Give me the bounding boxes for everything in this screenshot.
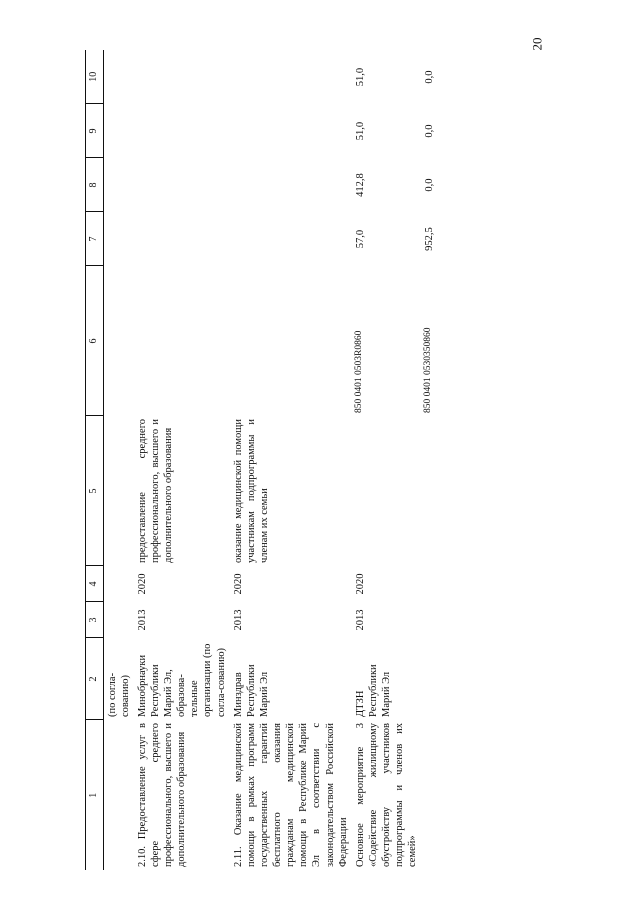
cell-value-9: 0,0 bbox=[424, 124, 436, 138]
cell-value-10 bbox=[103, 50, 134, 104]
cell-value-7: 57,0 bbox=[354, 229, 366, 249]
rotated-table-container bbox=[85, 50, 535, 870]
cell-start-year: 2013 bbox=[136, 609, 148, 631]
cell-measure: 2.10. Предоставление услуг в сфере среднего профессионального, высшего и дополнительного образования bbox=[136, 723, 188, 867]
cell-result: оказание медицинской помощи участникам подпрограммы и членам их семьи bbox=[232, 419, 270, 563]
page-number: 20 bbox=[529, 37, 545, 51]
cell-end-year bbox=[421, 566, 438, 602]
col-header-10: 10 bbox=[86, 50, 104, 104]
cell-value-9 bbox=[230, 104, 352, 158]
cell-value-7 bbox=[230, 212, 352, 266]
cell-end-year bbox=[103, 566, 134, 602]
cell-value-8 bbox=[134, 158, 230, 212]
cell-code: 850 0401 0503R0860 bbox=[353, 330, 364, 413]
table-row bbox=[352, 50, 422, 870]
cell-result bbox=[103, 416, 134, 566]
cell-value-7 bbox=[103, 212, 134, 266]
cell-executor: (по согла-сованию) bbox=[106, 672, 131, 717]
cell-value-8 bbox=[230, 158, 352, 212]
col-header-2: 2 bbox=[86, 638, 104, 720]
cell-value-9 bbox=[103, 104, 134, 158]
cell-result: предоставление среднего профессионального, высшего и дополнительного образования bbox=[136, 419, 174, 563]
cell-value-10 bbox=[134, 50, 230, 104]
cell-value-7: 952,5 bbox=[424, 227, 436, 251]
cell-value-10: 0,0 bbox=[424, 70, 436, 84]
cell-start-year: 2013 bbox=[354, 609, 366, 631]
cell-measure bbox=[103, 720, 134, 870]
cell-end-year: 2020 bbox=[136, 573, 148, 595]
cell-result bbox=[421, 416, 438, 566]
program-measures-table bbox=[85, 50, 439, 870]
table-row bbox=[103, 50, 134, 870]
cell-value-10: 51,0 bbox=[354, 67, 366, 87]
cell-code bbox=[134, 266, 230, 416]
cell-executor: ДТЗН Республики Марий Эл bbox=[354, 664, 392, 717]
cell-code: 850 0401 0530350860 bbox=[423, 327, 434, 413]
table-row bbox=[134, 50, 230, 870]
col-header-8: 8 bbox=[86, 158, 104, 212]
cell-end-year: 2020 bbox=[354, 573, 366, 595]
cell-executor: Минобрнауки Республики Марий Эл, образова-тельные организации (по согла-сованию) bbox=[136, 643, 227, 717]
col-header-7: 7 bbox=[86, 212, 104, 266]
cell-start-year bbox=[421, 602, 438, 638]
cell-start-year: 2013 bbox=[232, 609, 244, 631]
cell-measure bbox=[421, 720, 438, 870]
cell-value-9: 51,0 bbox=[354, 121, 366, 141]
cell-value-8 bbox=[103, 158, 134, 212]
cell-executor bbox=[421, 638, 438, 720]
cell-end-year: 2020 bbox=[232, 573, 244, 595]
cell-value-10 bbox=[230, 50, 352, 104]
col-header-5: 5 bbox=[86, 416, 104, 566]
cell-value-8: 412,8 bbox=[354, 173, 366, 197]
table-row bbox=[421, 50, 438, 870]
header-row bbox=[86, 50, 104, 870]
col-header-1: 1 bbox=[86, 720, 104, 870]
col-header-3: 3 bbox=[86, 602, 104, 638]
cell-code bbox=[230, 266, 352, 416]
cell-measure: Основное мероприятие 3 «Содействие жилищному обустройству участников подпрограммы и членов их семей» bbox=[354, 723, 419, 867]
cell-value-8: 0,0 bbox=[424, 178, 436, 192]
col-header-9: 9 bbox=[86, 104, 104, 158]
col-header-4: 4 bbox=[86, 566, 104, 602]
cell-result bbox=[352, 416, 422, 566]
cell-code bbox=[103, 266, 134, 416]
cell-measure: 2.11. Оказание медицинской помощи в рамках программ государственных гарантий бесплатного оказания гражданам медицинской помощи в Республике Марий Эл в соответствии с законодательством Российской Федерации bbox=[232, 723, 349, 867]
cell-value-7 bbox=[134, 212, 230, 266]
cell-executor: Минздрав Республики Марий Эл bbox=[232, 664, 270, 717]
col-header-6: 6 bbox=[86, 266, 104, 416]
cell-start-year bbox=[103, 602, 134, 638]
table-row bbox=[230, 50, 352, 870]
cell-value-9 bbox=[134, 104, 230, 158]
